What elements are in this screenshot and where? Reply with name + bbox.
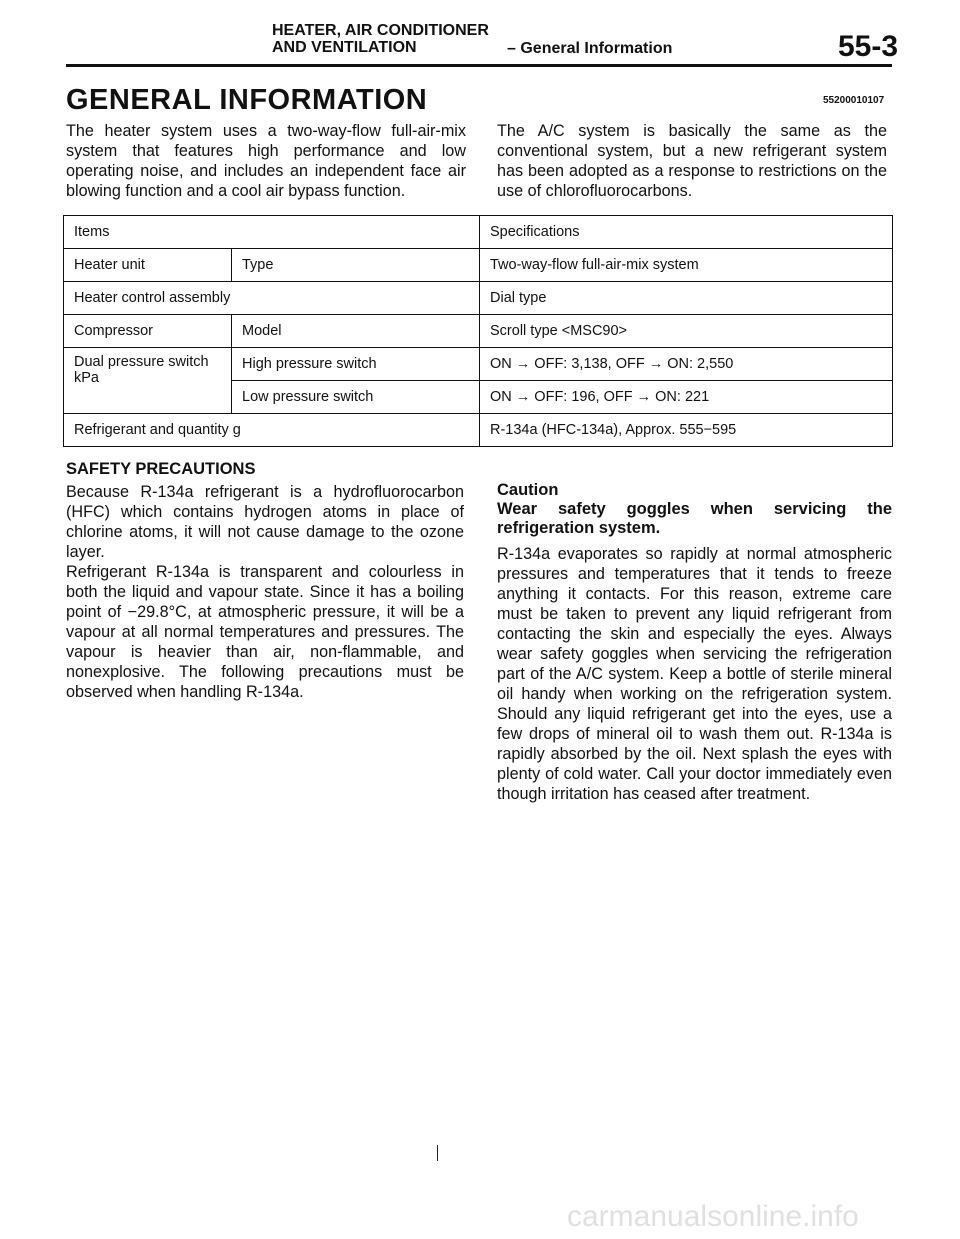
watermark: carmanualsonline.info — [567, 1200, 859, 1233]
dual-pressure-unit: kPa — [74, 370, 99, 386]
row-high-pressure-sub: High pressure switch — [232, 348, 480, 381]
row-dual-pressure — [64, 348, 232, 414]
row-compressor: Compressor — [64, 315, 232, 348]
caution-text: Wear safety goggles when servicing the refrigeration system. — [497, 500, 892, 537]
section-title — [272, 22, 489, 56]
page-title: GENERAL INFORMATION — [66, 84, 428, 116]
subsection-title: – General Information — [507, 40, 673, 57]
header-rule — [66, 64, 892, 67]
safety-right-paragraph: R-134a evaporates so rapidly at normal atmospheric pressures and temperatures that it tends to freeze anything it contacts. For this reason, extreme care must be taken to prevent any liquid refrigerant from contacting the skin and especially the eyes. Always wear safety goggles when servicing the refrigeration part of the A/C system. Keep a bottle of sterile mineral oil handy when working on the refrigeration system. Should any liquid refrigerant get into the eyes, use a few drops of mineral oil to wash them out. R-134a is rapidly absorbed by the oil. Next splash the eyes with plenty of cold water. Call your doctor immediately even though irritation has ceased after treatment. — [497, 545, 892, 803]
row-heater-unit-sub: Type — [232, 249, 480, 282]
table-row — [64, 249, 893, 282]
row-heater-control: Heater control assembly — [64, 282, 480, 315]
caution-label: Caution — [497, 481, 559, 499]
row-refrigerant: Refrigerant and quantity g — [64, 414, 480, 447]
row-low-pressure-spec: ON → OFF: 196, OFF → ON: 221 — [480, 381, 893, 414]
document-number: 55200010107 — [823, 95, 885, 106]
section-title-line2: AND VENTILATION — [272, 39, 417, 56]
safety-paragraph-2: Refrigerant R-134a is transparent and colourless in both the liquid and vapour state. Since it has a boiling point of −29.8°C, at atmospheric pressure, it will be a vapour at all normal temperatures and pressures. The vapour is heavier than air, non-flammable, and nonexplosive. The following precautions must be observed when handling R-134a. — [66, 563, 464, 701]
row-compressor-spec: Scroll type <MSC90> — [480, 315, 893, 348]
table-row — [64, 414, 893, 447]
row-heater-control-spec: Dial type — [480, 282, 893, 315]
row-heater-unit: Heater unit — [64, 249, 232, 282]
margin-mark — [437, 1145, 438, 1161]
intro-heater-paragraph: The heater system uses a two-way-flow full-air-mix system that features high performance and low operating noise, and includes an independent face air blowing function and a cool air bypass function. — [66, 122, 466, 200]
safety-precautions-heading: SAFETY PRECAUTIONS — [66, 460, 256, 478]
row-heater-unit-spec: Two-way-flow full-air-mix system — [480, 249, 893, 282]
header-items: Items — [64, 216, 480, 249]
row-high-pressure-spec: ON → OFF: 3,138, OFF → ON: 2,550 — [480, 348, 893, 381]
header-specifications: Specifications — [480, 216, 893, 249]
intro-ac-paragraph: The A/C system is basically the same as the conventional system, but a new refrigerant system has been adopted as a response to restrictions on the use of chlorofluorocarbons. — [497, 122, 887, 200]
specifications-table — [63, 215, 893, 447]
table-row — [64, 282, 893, 315]
section-title-line1: HEATER, AIR CONDITIONER — [272, 22, 489, 39]
safety-paragraph-1: Because R-134a refrigerant is a hydrofluorocarbon (HFC) which contains hydrogen atoms in place of chlorine atoms, it will not cause damage to the ozone layer. — [66, 483, 464, 561]
row-low-pressure-sub: Low pressure switch — [232, 381, 480, 414]
dual-pressure-label: Dual pressure switch — [74, 354, 209, 370]
table-row — [64, 348, 893, 381]
row-compressor-sub: Model — [232, 315, 480, 348]
safety-left-column — [66, 482, 464, 702]
table-header-row — [64, 216, 893, 249]
row-refrigerant-spec: R-134a (HFC-134a), Approx. 555−595 — [480, 414, 893, 447]
table-row — [64, 315, 893, 348]
page-number: 55-3 — [838, 30, 899, 63]
